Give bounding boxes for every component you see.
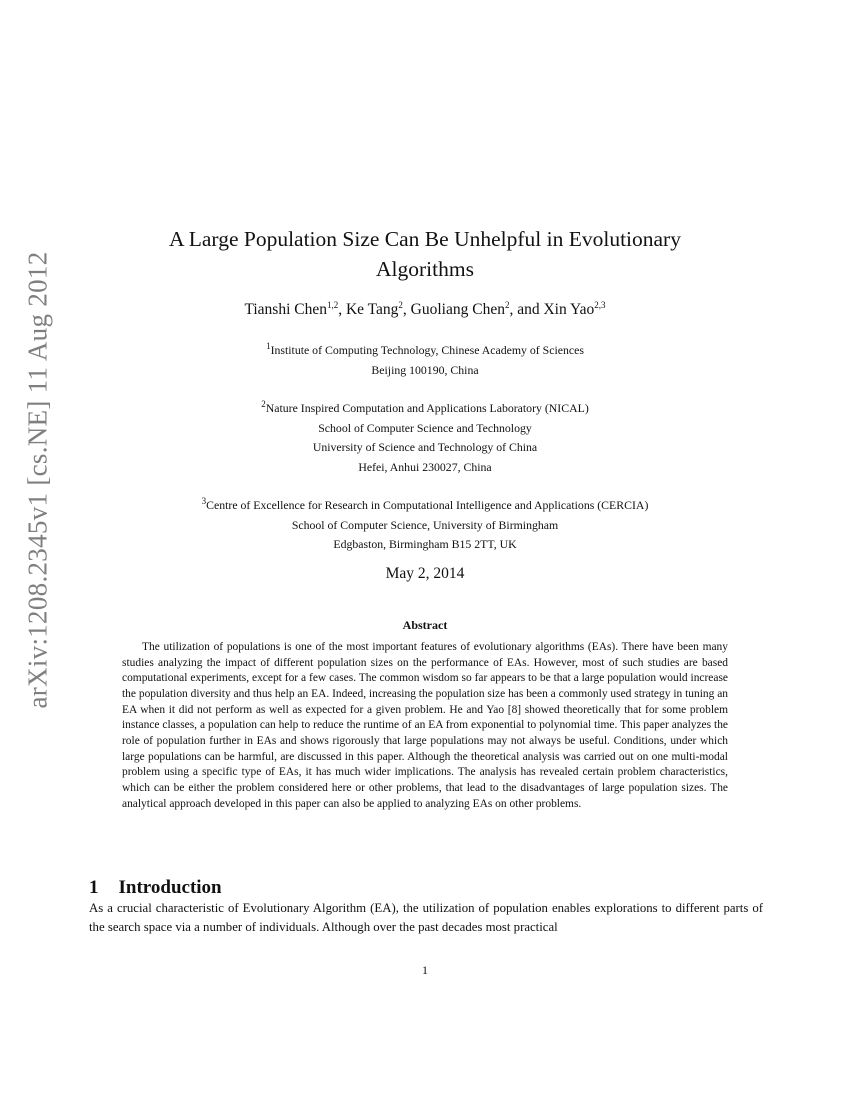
affiliation-line: University of Science and Technology of China	[312, 440, 538, 455]
affiliation-block	[100, 496, 750, 555]
affiliation-line: Edgbaston, Birmingham B15 2TT, UK	[333, 537, 517, 552]
author-name: Tianshi Chen	[244, 301, 327, 318]
affiliation-line	[100, 496, 750, 516]
author-separator: , and	[509, 301, 544, 318]
affiliation-line	[100, 399, 750, 419]
author-affiliation-mark: 2,3	[594, 299, 606, 310]
affiliation-line: School of Computer Science and Technology	[318, 420, 532, 435]
section-title: Introduction	[118, 876, 222, 898]
author-affiliation-mark: 1,2	[326, 299, 339, 310]
affiliation-line: Beijing 100190, China	[371, 362, 479, 377]
affiliation-block	[100, 341, 750, 380]
affiliation-line: School of Computer Science, University of Birmingham	[291, 517, 559, 532]
introduction-text: As a crucial characteristic of Evolutionary Algorithm (EA), the utilization of population enables explorations to different parts of the search space via a number of individuals. Although over the past decades most practical	[89, 901, 763, 934]
affiliation-mark: 1	[266, 341, 271, 352]
affiliation-line: Hefei, Anhui 230027, China	[358, 459, 492, 474]
paper-title	[100, 224, 750, 284]
author-name: Ke Tang	[345, 301, 399, 318]
author-separator: ,	[338, 301, 346, 318]
author-affiliation-mark: 2	[504, 299, 510, 310]
author-separator: ,	[402, 301, 411, 318]
section-number: 1	[89, 876, 99, 898]
affiliation-text: Centre of Excellence for Research in Computational Intelligence and Applications (CERCIA)	[206, 498, 649, 512]
page-number: 1	[422, 963, 428, 977]
author-affiliation-mark: 2	[398, 299, 403, 310]
title-line-2: Algorithms	[376, 257, 474, 281]
author-name: Xin Yao	[543, 301, 595, 318]
author-list	[100, 300, 750, 320]
title-line-1: A Large Population Size Can Be Unhelpful in Evolutionary	[169, 227, 681, 251]
affiliation-line	[100, 341, 750, 361]
affiliation-text: Institute of Computing Technology, Chinese Academy of Sciences	[270, 343, 584, 357]
affiliation-text: Nature Inspired Computation and Applications Laboratory (NICAL)	[265, 401, 589, 415]
affiliation-block	[100, 399, 750, 477]
section-heading	[89, 877, 222, 899]
arxiv-identifier: arXiv:1208.2345v1 [cs.NE] 11 Aug 2012	[22, 251, 53, 709]
abstract-text: The utilization of populations is one of the most important features of evolutionary algorithms (EAs). There have been many studies analyzing the impact of different population sizes on the performance of EAs. However, most of such studies are based computational experiments, except for a few cases. The common wisdom so far appears to be that a large population would increase the population diversity and thus help an EA. Indeed, increasing the population size has been a commonly used strategy in tuning an EA when it did not perform as well as expected for a given problem. He and Yao [8] showed theoretically that for some problem instance classes, a population can help to reduce the runtime of an EA from exponential to polynomial time. This paper analyzes the role of population further in EAs and shows rigorously that large populations may not always be useful. Conditions, under which large populations can be harmful, are discussed in this paper. Although the theoretical analysis was carried out on one multi-modal problem using a specific type of EAs, it has much wider implications. The analysis has revealed certain problem characteristics, which can be either the problem considered here or other problems, that lead to the disadvantages of large population sizes. The analytical approach developed in this paper can also be applied to analyzing EAs on other problems.	[122, 641, 728, 810]
author-name: Guoliang Chen	[410, 301, 505, 318]
abstract-heading: Abstract	[402, 618, 448, 632]
affiliation-mark: 2	[261, 399, 266, 410]
paper-date: May 2, 2014	[385, 565, 465, 582]
affiliation-mark: 3	[201, 496, 207, 507]
